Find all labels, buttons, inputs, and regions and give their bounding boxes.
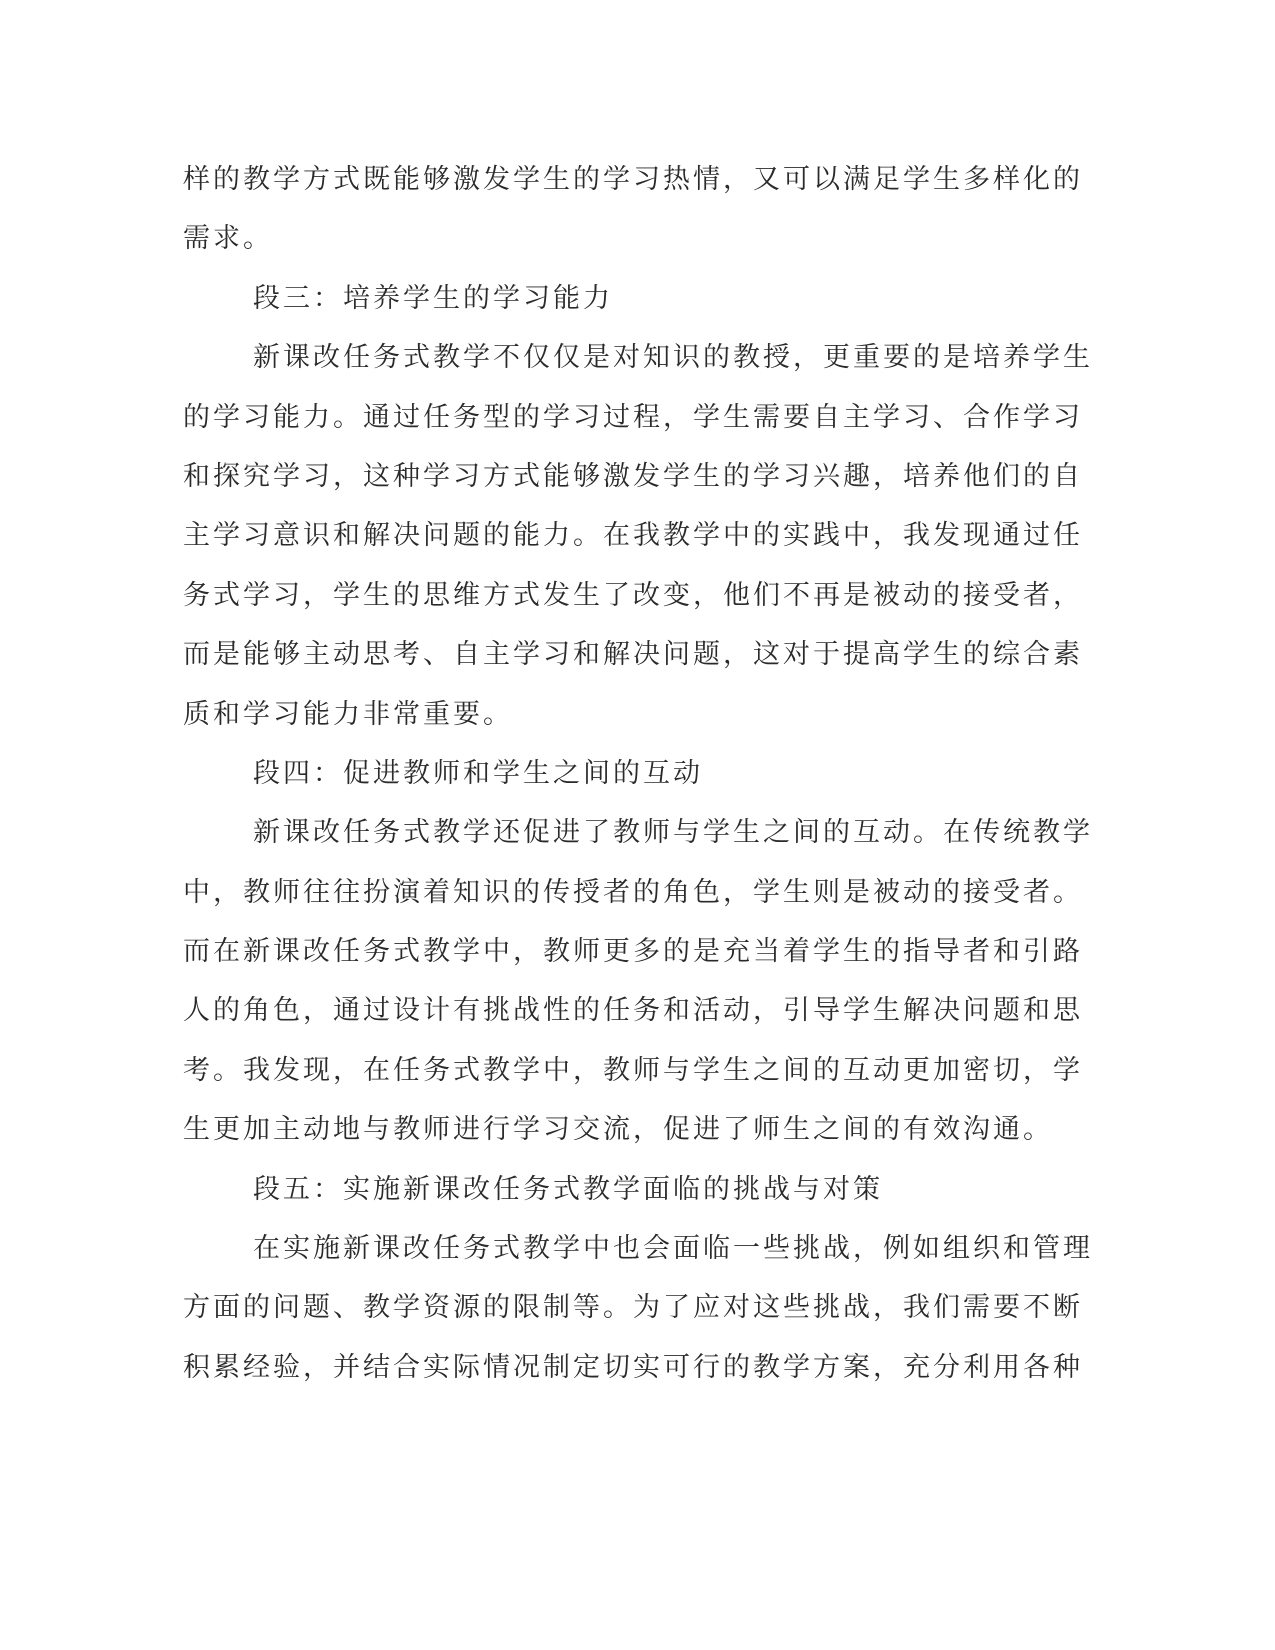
section-heading: 段三：培养学生的学习能力	[253, 282, 613, 314]
text-line: 新课改任务式教学还促进了教师与学生之间的互动。在传统教学	[253, 817, 1093, 849]
text-line: 的学习能力。通过任务型的学习过程，学生需要自主学习、合作学习	[183, 401, 1083, 433]
text-line: 和探究学习，这种学习方式能够激发学生的学习兴趣，培养他们的自	[183, 460, 1083, 492]
text-line: 而是能够主动思考、自主学习和解决问题，这对于提高学生的综合素	[183, 639, 1083, 671]
text-line: 务式学习，学生的思维方式发生了改变，他们不再是被动的接受者，	[183, 579, 1083, 611]
text-line: 新课改任务式教学不仅仅是对知识的教授，更重要的是培养学生	[253, 342, 1093, 374]
text-line: 生更加主动地与教师进行学习交流，促进了师生之间的有效沟通。	[183, 1114, 1053, 1146]
section-heading: 段四：促进教师和学生之间的互动	[253, 757, 703, 789]
text-line: 而在新课改任务式教学中，教师更多的是充当着学生的指导者和引路	[183, 936, 1083, 968]
text-line: 人的角色，通过设计有挑战性的任务和活动，引导学生解决问题和思	[183, 995, 1083, 1027]
text-line: 方面的问题、教学资源的限制等。为了应对这些挑战，我们需要不断	[183, 1292, 1083, 1324]
document-body	[183, 150, 1093, 1397]
text-line: 样的教学方式既能够激发学生的学习热情，又可以满足学生多样化的	[183, 164, 1083, 195]
section-heading: 段五：实施新课改任务式教学面临的挑战与对策	[253, 1173, 883, 1205]
text-line: 积累经验，并结合实际情况制定切实可行的教学方案，充分利用各种	[183, 1351, 1083, 1383]
text-line: 考。我发现，在任务式教学中，教师与学生之间的互动更加密切，学	[183, 1054, 1083, 1086]
text-line: 需求。	[183, 223, 273, 255]
text-line: 质和学习能力非常重要。	[183, 698, 513, 730]
text-line: 在实施新课改任务式教学中也会面临一些挑战，例如组织和管理	[253, 1233, 1093, 1265]
text-line: 中，教师往往扮演着知识的传授者的角色，学生则是被动的接受者。	[183, 876, 1083, 908]
text-line: 主学习意识和解决问题的能力。在我教学中的实践中，我发现通过任	[183, 520, 1083, 552]
